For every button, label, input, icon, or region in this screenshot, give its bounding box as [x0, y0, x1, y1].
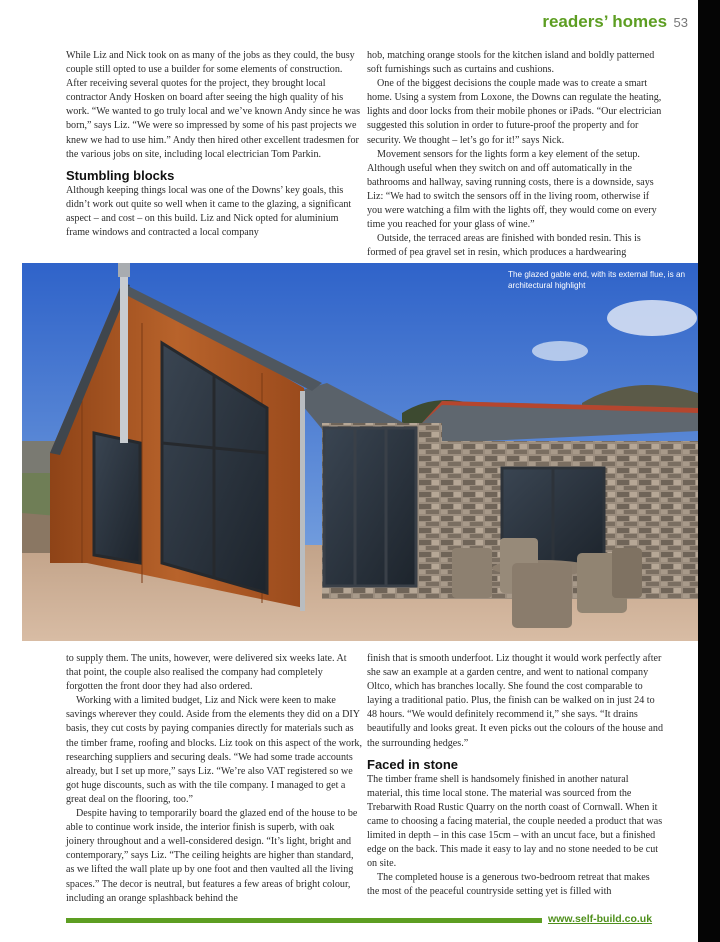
column-top-right: [367, 49, 663, 260]
paragraph: Although keeping things local was one of the Downs’ key goals, this didn’t work out quite so well when it came to the glazing, a significant aspect – and cost – on this build. Liz and Nick opted for aluminium frame windows and contracted a local company: [66, 184, 352, 239]
column-top-left: [66, 49, 362, 240]
footer-bar: [66, 918, 542, 923]
photo-caption: The glazed gable end, with its external flue, is an architectural highlight: [508, 270, 686, 290]
paragraph: The completed house is a generous two-bedroom retreat that makes the most of the peaceful countryside setting yet is filled with: [367, 872, 650, 898]
page-header: [542, 12, 688, 32]
paragraph: While Liz and Nick took on as many of the jobs as they could, the busy couple still opted to use a builder for some elements of construction. After receiving several quotes for the project, they brought local contractor Andy Hosken on board after seeing the high quality of his work. “We wanted to go truly local and we’ve known Andy since he was born,” says Liz. “We were so impressed by some of his past projects we knew we had to use him.” Andy then hired other excellent tradesmen for the various jobs on site, including local electrician Tom Parkin.: [66, 50, 361, 160]
subheading-stumbling-blocks: Stumbling blocks: [66, 167, 175, 183]
house-photo: [22, 263, 698, 641]
paragraph: Working with a limited budget, Liz and Nick were keen to make savings wherever they could. Aside from the elements they did on a DIY basis, they cut costs by paying companies directly for materials such as the timber frame, roofing and blocks. Liz took on this aspect of the work, researching suppliers and securing deals. “We had some trade accounts already, but I set up more,” says Liz. “We’re also VAT registered so we got huge discounts, such as with the tile company. I managed to get a great deal on the flooring, too.”: [66, 695, 363, 805]
page-number: 53: [673, 15, 688, 30]
paragraph: Despite having to temporarily board the glazed end of the house to be able to continue work inside, the interior finish is superb, with oak joinery throughout and a well-considered design. “It’s light, bright and contemporary,” says Liz. “The ceiling heights are higher than standard, as we lifted the wall plate up by one foot and then vaulted all the living spaces.” The decor is neutral, but features a few areas of bright colour, including an orange splashback behind the: [66, 808, 358, 904]
paragraph: The timber frame shell is handsomely finished in another natural material, this time local stone. The material was sourced from the Trebarwith Road Rustic Quarry on the north coast of Cornwall. When it came to choosing a facing material, the couple needed a product that was limited in depth – in this case 15cm – with an uncut face, but a finished edge on the back. This made it easy to lay and no stone needed to be cut on site.: [367, 773, 663, 870]
house-photo-illustration: [22, 263, 698, 641]
paragraph: hob, matching orange stools for the kitchen island and boldly patterned soft furnishings such as curtains and cushions.: [367, 50, 655, 76]
paragraph: finish that is smooth underfoot. Liz thought it would work perfectly after she saw an example at a garden centre, and went to national company Oltco, which has branches locally. She found the cost comparable to laying a traditional patio. Plus, the finish can be walked on in just 24 to 48 hours. “We would definitely recommend it,” she says. “It drains beautifully and looks great. It even picks out the colours of the house and the surrounding hedges.”: [367, 653, 664, 749]
paragraph: Outside, the terraced areas are finished with bonded resin. This is formed of pea gravel set in resin, which produces a hardwearing: [367, 233, 641, 259]
column-bottom-right: [367, 652, 663, 900]
subheading-faced-in-stone: Faced in stone: [367, 756, 459, 772]
paragraph: One of the biggest decisions the couple made was to create a smart home. Using a system from Loxone, the Downs can regulate the heating, lights and door locks from their mobile phones or iPads. “Our electrician suggested this solution in order to future-proof the property and for security. We thought – let’s go for it!” says Nick.: [367, 78, 662, 146]
paragraph: to supply them. The units, however, were delivered six weeks late. At that point, the couple also realised the company had completely forgotten the front door they had also ordered.: [66, 653, 347, 693]
section-title: readers’ homes: [542, 12, 668, 31]
footer-website-link[interactable]: www.self-build.co.uk: [548, 913, 653, 925]
column-bottom-left: [66, 652, 362, 906]
paragraph: Movement sensors for the lights form a key element of the setup. Although useful when they switch on and off automatically in the bathrooms and hallway, saving running costs, there is a downside, says Liz: “We had to switch the sensors off in the living room, otherwise if you were watching a film with the lights off, they would come on every time you reached for your glass of wine.”: [367, 148, 657, 231]
page-edge-shadow: [698, 0, 720, 942]
